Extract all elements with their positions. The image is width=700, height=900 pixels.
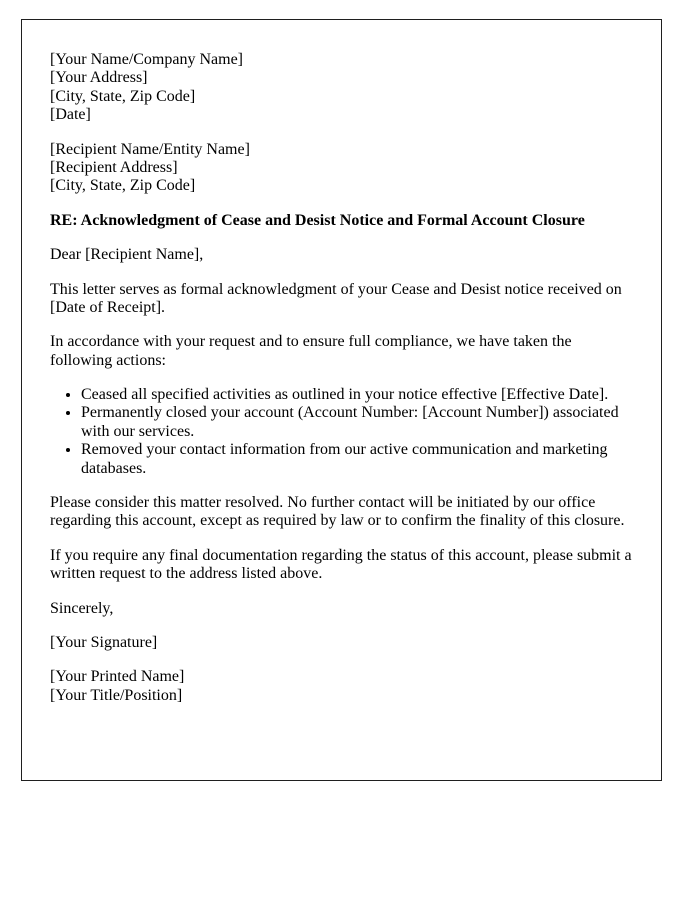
recipient-address: [Recipient Address] xyxy=(50,158,178,176)
title-position: [Your Title/Position] xyxy=(50,686,183,704)
paragraph-documentation: If you require any final documentation regarding the status of this account, please submit a written request to the address listed above. xyxy=(50,546,632,583)
actions-list xyxy=(50,386,637,478)
letter-document xyxy=(21,19,662,781)
sender-city-state-zip: [City, State, Zip Code] xyxy=(50,87,196,105)
signature-placeholder: [Your Signature] xyxy=(50,633,158,651)
paragraph-acknowledgment: This letter serves as formal acknowledgment of your Cease and Desist notice received on [Date of Receipt]. xyxy=(50,280,622,316)
closing: Sincerely, xyxy=(50,599,114,617)
paragraph-resolved: Please consider this matter resolved. No further contact will be initiated by our office regarding this account, except as required by law or to confirm the finality of this closure. xyxy=(50,494,625,530)
recipient-block xyxy=(50,141,637,196)
letter-date: [Date] xyxy=(50,106,91,124)
printed-name: [Your Printed Name] xyxy=(50,668,185,686)
sender-address: [Your Address] xyxy=(50,69,148,87)
subject-line: RE: Acknowledgment of Cease and Desist Notice and Formal Account Closure xyxy=(50,211,585,229)
salutation: Dear [Recipient Name], xyxy=(50,246,204,264)
signoff-block xyxy=(50,668,637,705)
list-item-closed-account: • Permanently closed your account (Account Number: [Account Number]) associated with our services. xyxy=(81,404,637,441)
paragraph-actions-intro: In accordance with your request and to ensure full compliance, we have taken the following actions: xyxy=(50,333,572,369)
recipient-name: [Recipient Name/Entity Name] xyxy=(50,140,250,158)
list-item-removed-contact-info: • Removed your contact information from our active communication and marketing databases. xyxy=(81,441,637,478)
recipient-city-state-zip: [City, State, Zip Code] xyxy=(50,177,196,195)
sender-name: [Your Name/Company Name] xyxy=(50,51,244,68)
list-item-ceased-activities: • Ceased all specified activities as outlined in your notice effective [Effective Date]. xyxy=(81,386,637,404)
sender-block xyxy=(50,51,637,125)
